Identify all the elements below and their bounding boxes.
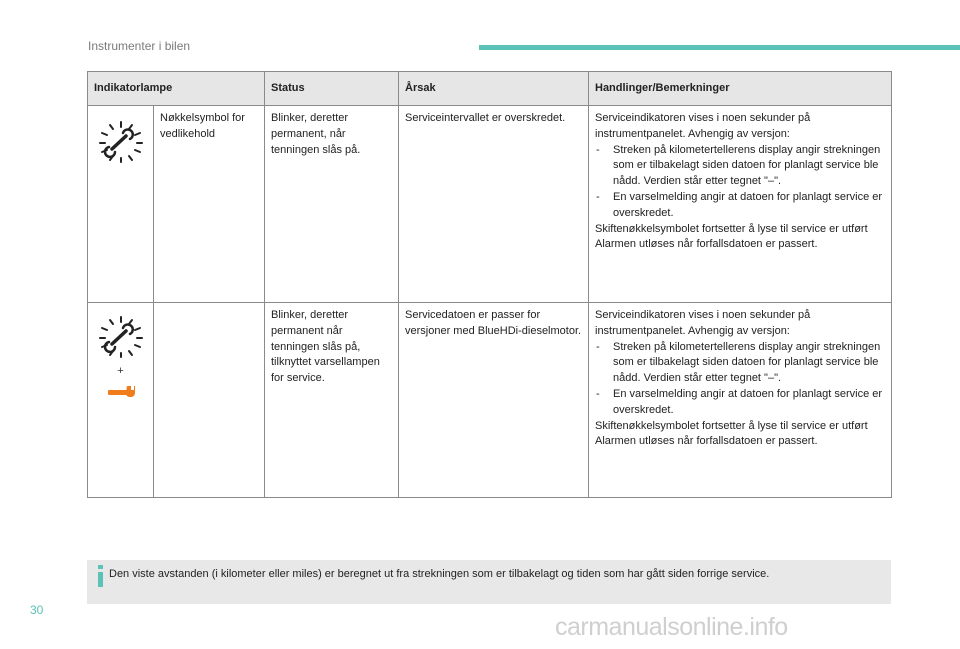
list-item: - Streken på kilometertellerens display angir strekningen som er tilbakelagt siden datoen for planlagt service ble nådd. Verdien står etter tegnet "–". bbox=[595, 340, 885, 387]
action-cell bbox=[589, 303, 892, 498]
info-icon bbox=[96, 565, 105, 587]
action-outro: Alarmen utløses når forfallsdatoen er passert. bbox=[595, 435, 818, 448]
info-note-text: Den viste avstanden (i kilometer eller miles) er beregnet ut fra strekningen som er tilbakelagt og tiden som har gått siden forrige service. bbox=[109, 568, 770, 580]
table-row bbox=[88, 106, 892, 303]
header-indicator: Indikatorlampe bbox=[88, 72, 265, 106]
header-status: Status bbox=[265, 72, 399, 106]
indicator-name bbox=[154, 303, 265, 498]
cause-text: Serviceintervallet er overskredet. bbox=[399, 106, 589, 303]
action-intro: Serviceindikatoren vises i noen sekunder på instrumentpanelet. Avhengig av versjon: bbox=[595, 112, 811, 140]
plus-sign: + bbox=[117, 365, 124, 377]
wrench-service-icon bbox=[97, 314, 145, 358]
table-header-row bbox=[88, 72, 892, 106]
list-item: - Streken på kilometertellerens display angir strekningen som er tilbakelagt siden datoen for planlagt service ble nådd. Verdien står etter tegnet "–". bbox=[595, 143, 885, 190]
header-accent-bar bbox=[479, 45, 960, 50]
status-text: Blinker, deretter permanent, når tenningen slås på. bbox=[265, 106, 399, 303]
action-list bbox=[595, 340, 885, 419]
action-cell bbox=[589, 106, 892, 303]
status-text: Blinker, deretter permanent når tenningen slås på, tilknyttet varsellampen for service. bbox=[265, 303, 399, 498]
action-outro: Alarmen utløses når forfallsdatoen er passert. bbox=[595, 238, 818, 251]
watermark: carmanualsonline.info bbox=[555, 613, 788, 641]
indicator-icon-cell bbox=[88, 106, 154, 303]
table-row bbox=[88, 303, 892, 498]
action-intro: Serviceindikatoren vises i noen sekunder på instrumentpanelet. Avhengig av versjon: bbox=[595, 309, 811, 337]
list-item: - En varselmelding angir at datoen for planlagt service er overskredet. bbox=[595, 387, 885, 419]
cause-text: Servicedatoen er passer for versjoner med BlueHDi-dieselmotor. bbox=[399, 303, 589, 498]
header-actions: Handlinger/Bemerkninger bbox=[589, 72, 892, 106]
page-number: 30 bbox=[30, 603, 44, 617]
action-list bbox=[595, 143, 885, 222]
action-outro: Skiftenøkkelsymbolet fortsetter å lyse til service er utført bbox=[595, 419, 868, 432]
action-outro: Skiftenøkkelsymbolet fortsetter å lyse til service er utført bbox=[595, 222, 868, 235]
indicator-table bbox=[87, 71, 892, 498]
indicator-name: Nøkkelsymbol for vedlikehold bbox=[154, 106, 265, 303]
indicator-icon-cell bbox=[88, 303, 154, 498]
info-note bbox=[87, 560, 891, 604]
orange-wrench-icon bbox=[106, 384, 136, 400]
header-cause: Årsak bbox=[399, 72, 589, 106]
page-section-title: Instrumenter i bilen bbox=[88, 39, 191, 53]
list-item: - En varselmelding angir at datoen for planlagt service er overskredet. bbox=[595, 190, 885, 222]
wrench-service-icon bbox=[97, 119, 145, 163]
